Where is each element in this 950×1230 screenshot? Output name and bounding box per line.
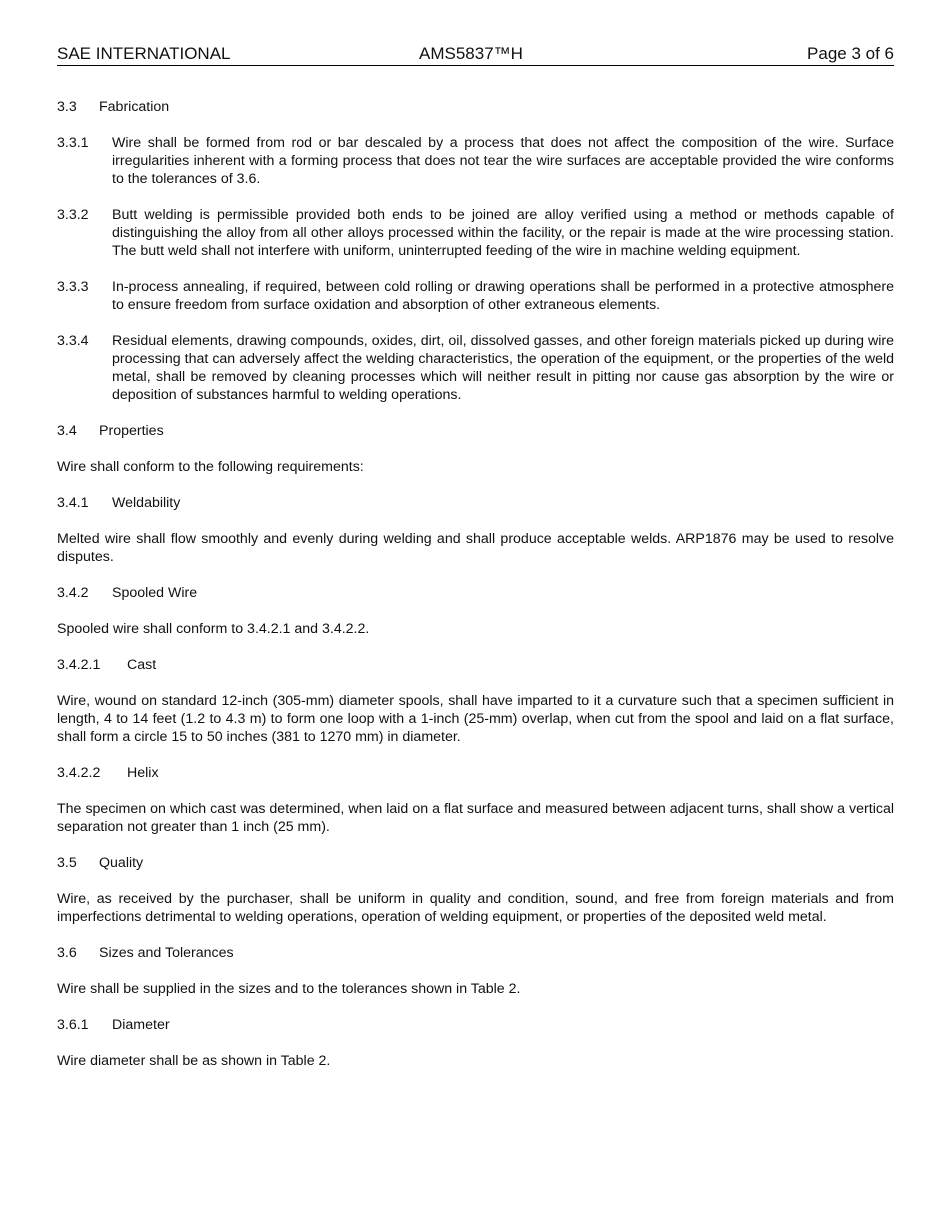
section-title: Quality [99,855,144,871]
section-title: Cast [127,657,157,673]
section-3-3-2 [57,206,894,260]
section-3-3-heading [57,98,894,116]
section-number: 3.3.4 [57,333,89,349]
section-3-4-2-2-heading [57,764,894,782]
section-title: Fabrication [99,99,170,115]
section-3-4-2-1-text: Wire, wound on standard 12-inch (305-mm) diameter spools, shall have imparted to it a curvature such that a specimen sufficient in length, 4 to 14 feet (1.2 to 4.3 m) to form one loop with a 1-inch (25-mm) overlap, when cut from the spool and laid on a flat surface, shall form a circle 15 to 50 inches (381 to 1270 mm) in diameter. [57,693,894,745]
section-3-5-heading [57,854,894,872]
section-3-6-heading [57,944,894,962]
document-body [57,98,894,1088]
section-3-4-2-1-heading [57,656,894,674]
section-number: 3.3.1 [57,135,89,151]
section-number: 3.4.1 [57,495,89,511]
section-3-4-1-text: Melted wire shall flow smoothly and evenly during welding and shall produce acceptable welds. ARP1876 may be used to resolve disputes. [57,531,894,565]
header-organization: SAE INTERNATIONAL [57,44,231,63]
section-text: Wire shall be formed from rod or bar descaled by a process that does not affect the composition of the wire. Surface irregularities inherent with a forming process that does not tear the wire surfaces are acceptable provided the wire conforms to the tolerances of 3.6. [112,135,894,187]
section-3-4-2-heading [57,584,894,602]
section-number: 3.6 [57,945,77,961]
section-3-5-text: Wire, as received by the purchaser, shall be uniform in quality and condition, sound, and free from foreign materials and from imperfections detrimental to welding operations, operation of welding equipment, or properties of the deposited weld metal. [57,891,894,925]
section-3-4-heading [57,422,894,440]
section-3-4-text: Wire shall conform to the following requirements: [57,459,364,475]
section-title: Properties [99,423,164,439]
section-number: 3.4.2.1 [57,657,101,673]
section-text: Residual elements, drawing compounds, oxides, dirt, oil, dissolved gasses, and other foreign materials picked up during wire processing that can adversely affect the welding characteristics, the operation of the equipment, or the properties of the weld metal, shall be removed by cleaning processes which will neither result in pitting nor cause gas absorption by the wire or deposition of substances harmful to welding operations. [112,333,894,403]
section-number: 3.3.3 [57,279,89,295]
section-3-4-2-2-text: The specimen on which cast was determined, when laid on a flat surface and measured between adjacent turns, shall show a vertical separation not greater than 1 inch (25 mm). [57,801,894,835]
section-number: 3.6.1 [57,1017,89,1033]
section-number: 3.4 [57,423,77,439]
section-text: Butt welding is permissible provided both ends to be joined are alloy verified using a method or methods capable of distinguishing the alloy from all other alloys processed within the facility, or the repair is made at the wire processing station. The butt weld shall not interfere with uniform, uninterrupted feeding of the wire in machine welding equipment. [112,207,894,259]
section-title: Sizes and Tolerances [99,945,234,961]
header-document-number: AMS5837™H [419,44,523,63]
section-3-4-1-heading [57,494,894,512]
section-3-3-3 [57,278,894,314]
section-number: 3.3 [57,99,77,115]
page-header [57,44,894,66]
section-3-4-2-text: Spooled wire shall conform to 3.4.2.1 and 3.4.2.2. [57,621,370,637]
section-3-3-1 [57,134,894,188]
section-3-6-1-heading [57,1016,894,1034]
section-number: 3.3.2 [57,207,89,223]
section-number: 3.5 [57,855,77,871]
section-number: 3.4.2 [57,585,89,601]
section-number: 3.4.2.2 [57,765,101,781]
section-title: Weldability [112,495,181,511]
section-3-6-1-text: Wire diameter shall be as shown in Table 2. [57,1053,331,1069]
header-page-number: Page 3 of 6 [807,44,894,63]
section-3-3-4 [57,332,894,404]
section-3-6-text: Wire shall be supplied in the sizes and to the tolerances shown in Table 2. [57,981,521,997]
section-text: In-process annealing, if required, between cold rolling or drawing operations shall be performed in a protective atmosphere to ensure freedom from surface oxidation and absorption of other extraneous elements. [112,279,894,313]
section-title: Helix [127,765,159,781]
section-title: Spooled Wire [112,585,198,601]
section-title: Diameter [112,1017,170,1033]
